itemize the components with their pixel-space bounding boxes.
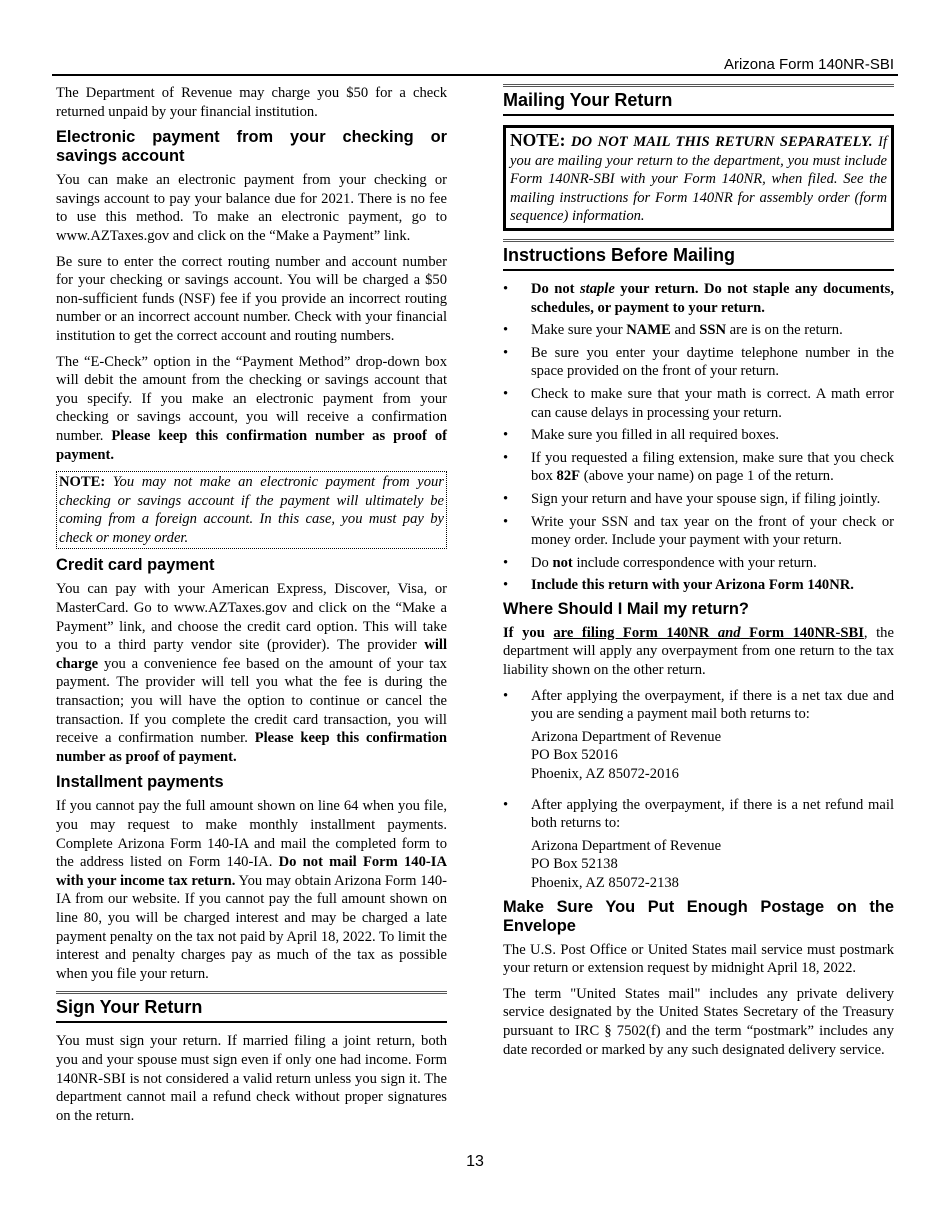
list-item: • Sign your return and have your spouse sign, if filing jointly. xyxy=(503,490,894,509)
right-column xyxy=(503,84,894,1066)
electronic-payment-heading: Electronic payment from your checking or savings account xyxy=(56,128,447,166)
credit-will-charge: will charge xyxy=(56,637,447,672)
installment-paragraph xyxy=(56,797,447,983)
left-column xyxy=(56,84,447,1132)
mailing-note-text: If you are mailing your return to the department, you must include Form 140NR-SBI with your Form 140NR, when filed. See the mailing instructions for Form 140NR for assembly order (form sequence) information. xyxy=(510,134,888,225)
list-item: • Check to make sure that your math is correct. A math error can cause delays in processing your return. xyxy=(503,385,894,422)
list-item: • Make sure your NAME and SSN are is on the return. xyxy=(503,321,894,340)
before-mailing-heading: Instructions Before Mailing xyxy=(503,239,894,271)
credit-text-a: You can pay with your American Express, Discover, Visa, or MasterCard. Go to www.AZTaxes.gov and click on the “Make a Payment” link, and choose the credit card option. This will take you to a third party vendor site (provider). The provider xyxy=(56,581,447,654)
list-item: • Include this return with your Arizona Form 140NR. xyxy=(503,576,894,595)
mailing-heading: Mailing Your Return xyxy=(503,84,894,116)
mailing-note-box xyxy=(503,125,894,231)
list-item: • Write your SSN and tax year on the front of your check or money order. Include your payment with your return. xyxy=(503,513,894,550)
refund-address: Arizona Department of Revenue PO Box 52138 Phoenix, AZ 85072-2138 xyxy=(531,837,722,891)
credit-card-heading: Credit card payment xyxy=(56,556,215,575)
postage-paragraph-1: The U.S. Post Office or United States mail service must postmark your return or extension request by midnight April 18, 2022. xyxy=(503,941,894,977)
net-tax-due-list xyxy=(503,687,894,724)
installment-text-a: If you cannot pay the full amount shown on line 64 when you file, you may request to make monthly installment payments. Complete Arizona Form 140-IA and mail the completed form to the address listed on Form 140-IA. xyxy=(56,798,447,871)
form-title: Arizona Form 140NR-SBI xyxy=(723,56,894,73)
list-item: • Be sure you enter your daytime telephone number in the space provided on the front of your return. xyxy=(503,344,894,381)
list-item: • Do not include correspondence with your return. xyxy=(503,554,894,573)
credit-card-paragraph xyxy=(56,580,447,766)
list-item: • After applying the overpayment, if there is a net tax due and you are sending a payment mail both returns to: xyxy=(503,687,894,724)
epay-paragraph-3-text: The “E-Check” option in the “Payment Method” drop-down box will debit the amount from the checking or savings account that you specify. If you make an electronic payment from your checking or savings account, you will receive a confirmation number. xyxy=(56,353,447,444)
returned-check-paragraph: The Department of Revenue may charge you $50 for a check returned unpaid by your financial institution. xyxy=(56,85,447,120)
sign-return-heading: Sign Your Return xyxy=(56,991,447,1023)
where-to-mail-paragraph: If you are filing Form 140NR and Form 140NR-SBI, the department will apply any overpayment from one return to the tax liability shown on the other return. xyxy=(503,624,894,679)
list-item: • After applying the overpayment, if there is a net refund mail both returns to: xyxy=(503,796,894,833)
installment-heading: Installment payments xyxy=(56,773,224,792)
page-number: 13 xyxy=(466,1153,484,1170)
sign-return-paragraph: You must sign your return. If married filing a joint return, both you and your spouse must sign even if only one had income. Form 140NR-SBI is not considered a valid return unless you sign it. The department cannot mail a refund check without proper signatures on the return. xyxy=(56,1033,447,1124)
epay-paragraph-2: Be sure to enter the correct routing number and account number for your checking or savings account. You will be charged a $50 non-sufficient funds (NSF) fee if you provide an incorrect routing number or an incorrect account number. Check with your financial institution to get the correct account and routing numbers. xyxy=(56,253,447,344)
postage-heading: Make Sure You Put Enough Postage on the Envelope xyxy=(503,897,894,935)
list-item: • If you requested a filing extension, make sure that you check box 82F (above your name) on page 1 of the return. xyxy=(503,449,894,486)
list-item: • Do not staple your return. Do not staple any documents, schedules, or payment to your return. xyxy=(503,280,894,317)
header-rule xyxy=(52,74,898,76)
before-mailing-list xyxy=(503,280,894,595)
epay-paragraph-3 xyxy=(56,353,447,465)
installment-do-not-mail: Do not mail Form 140-IA with your income tax return. xyxy=(56,854,447,889)
credit-confirmation-notice: Please keep this confirmation number as proof of payment. xyxy=(56,730,448,765)
list-item: • Make sure you filled in all required boxes. xyxy=(503,426,894,445)
net-refund-list xyxy=(503,796,894,833)
installment-text-b: You may obtain Arizona Form 140-IA from our website. If you cannot pay the full amount shown on line 80, you will be charged interest and may be charged a late payment penalty on the tax not paid by April 18, 2022. To limit the interest and penalty charges pay as much of the tax as possible when you file your return. xyxy=(56,872,448,982)
payment-address: Arizona Department of Revenue PO Box 52016 Phoenix, AZ 85072-2016 xyxy=(531,728,722,783)
note-text: You may not make an electronic payment from your checking or savings account if the payment will ultimately be coming from a foreign account. In this case, you must pay by check or money order. xyxy=(59,474,444,546)
mailing-note-warning: DO NOT MAIL THIS RETURN SEPARATELY. xyxy=(571,134,873,150)
postage-paragraph-2: The term "United States mail" includes any private delivery service designated by the United States Secretary of the Treasury pursuant to IRC § 7502(f) and the term “postmark” includes any date recorded or marked by any such designated delivery service. xyxy=(503,985,894,1058)
mailing-note-label: NOTE: xyxy=(510,130,566,150)
credit-text-b: you a convenience fee based on the amount of your tax payment. The provider will tell you what the fee is during the transaction; you will have the option to continue or cancel the transaction. If you complete the credit card transaction, you will receive a confirmation number. xyxy=(56,655,447,747)
epay-confirmation-notice: Please keep this confirmation number as proof of payment. xyxy=(56,427,447,463)
where-to-mail-heading: Where Should I Mail my return? xyxy=(503,599,749,618)
epay-paragraph-1: You can make an electronic payment from your checking or savings account to pay your balance due for 2021. There is no fee to use this method. To make an electronic payment, go to www.AZTaxes.gov and click on the “Make a Payment” link. xyxy=(56,172,447,244)
note-label: NOTE: xyxy=(59,474,106,491)
foreign-account-note xyxy=(56,471,447,549)
